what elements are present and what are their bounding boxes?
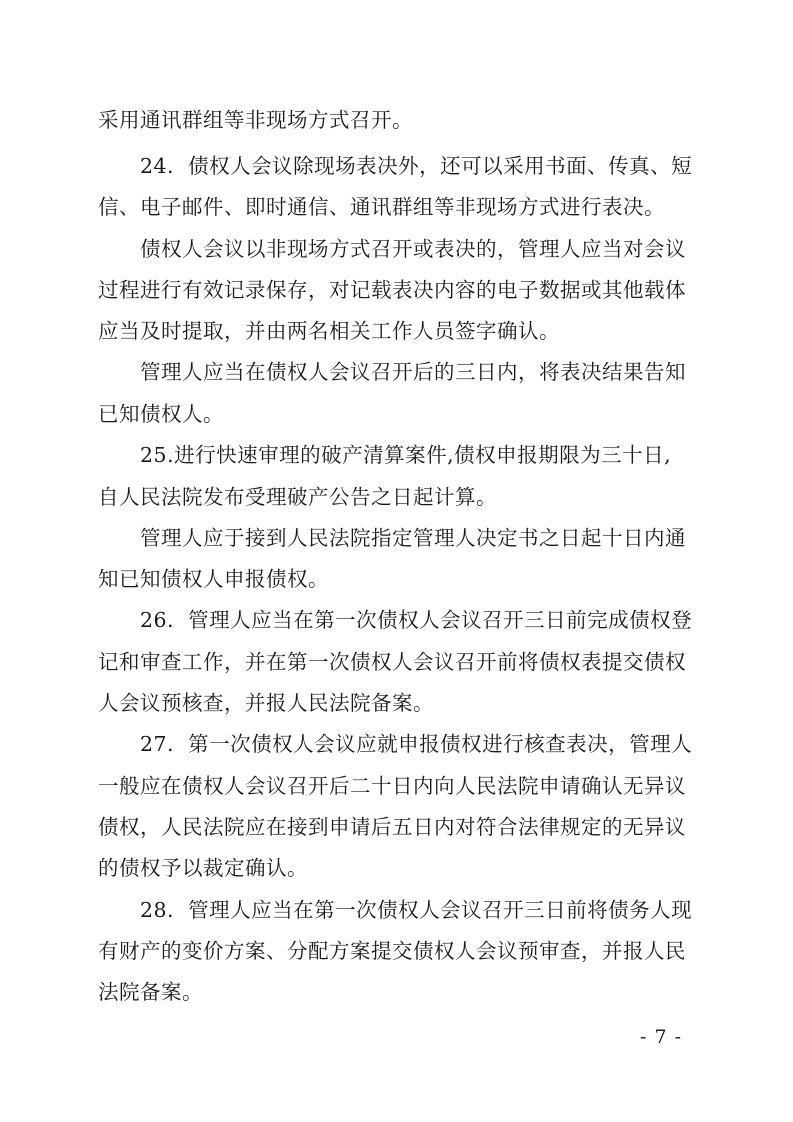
text-line-content: 应当及时提取，并由两名相关工作人员签字确认。 [98,319,560,343]
text-line [0,435,793,475]
text-line-content: 法院备案。 [98,980,203,1004]
text-line-content: 有财产的变价方案、分配方案提交债权人会议预审查，并报人民 [98,939,686,963]
text-line-content: 过程进行有效记录保存，对记载表决内容的电子数据或其他载体 [98,278,686,302]
text-line-content: 管理人应当在债权人会议召开后的三日内，将表决结果告知 [140,360,686,384]
text-line-content: 知已知债权人申报债权。 [98,567,329,591]
text-line-content: 采用通讯群组等非现场方式召开。 [98,108,413,132]
text-line [0,848,793,888]
text-line-content: 人会议预核查，并报人民法院备案。 [98,691,434,715]
text-line-content: 的债权予以裁定确认。 [98,856,308,880]
text-line-content: 24．债权人会议除现场表决外，还可以采用书面、传真、短 [140,154,693,178]
page-number: - 7 - [640,1026,683,1048]
text-line-content: 债权，人民法院应在接到申请后五日内对符合法律规定的无异议 [98,815,686,839]
text-line-content: 27．第一次债权人会议应就申报债权进行核查表决，管理人 [140,732,693,756]
text-line [0,642,793,682]
text-line [0,559,793,599]
text-line [0,931,793,971]
text-line [0,766,793,806]
text-line [0,807,793,847]
text-line [0,477,793,517]
text-line [0,890,793,930]
text-line [0,394,793,434]
text-line-content: 一般应在债权人会议召开后二十日内向人民法院申请确认无异议 [98,774,686,798]
text-line [0,187,793,227]
text-line-content: 28．管理人应当在第一次债权人会议召开三日前将债务人现 [140,898,693,922]
text-line [0,146,793,186]
text-line [0,270,793,310]
text-line [0,518,793,558]
text-line [0,724,793,764]
text-line-content: 25.进行快速审理的破产清算案件,债权申报期限为三十日, [140,443,672,467]
text-line [0,311,793,351]
text-line-content: 债权人会议以非现场方式召开或表决的，管理人应当对会议 [140,237,686,261]
text-line-content: 自人民法院发布受理破产公告之日起计算。 [98,485,497,509]
text-line [0,683,793,723]
text-line [0,229,793,269]
text-line-content: 已知债权人。 [98,402,224,426]
text-line-content: 信、电子邮件、即时通信、通讯群组等非现场方式进行表决。 [98,195,665,219]
text-line [0,100,793,140]
text-line [0,600,793,640]
text-line-content: 管理人应于接到人民法院指定管理人决定书之日起十日内通 [140,526,686,550]
text-line [0,972,793,1012]
text-line-content: 26．管理人应当在第一次债权人会议召开三日前完成债权登 [140,608,693,632]
text-line [0,352,793,392]
text-line-content: 记和审查工作，并在第一次债权人会议召开前将债权表提交债权 [98,650,686,674]
